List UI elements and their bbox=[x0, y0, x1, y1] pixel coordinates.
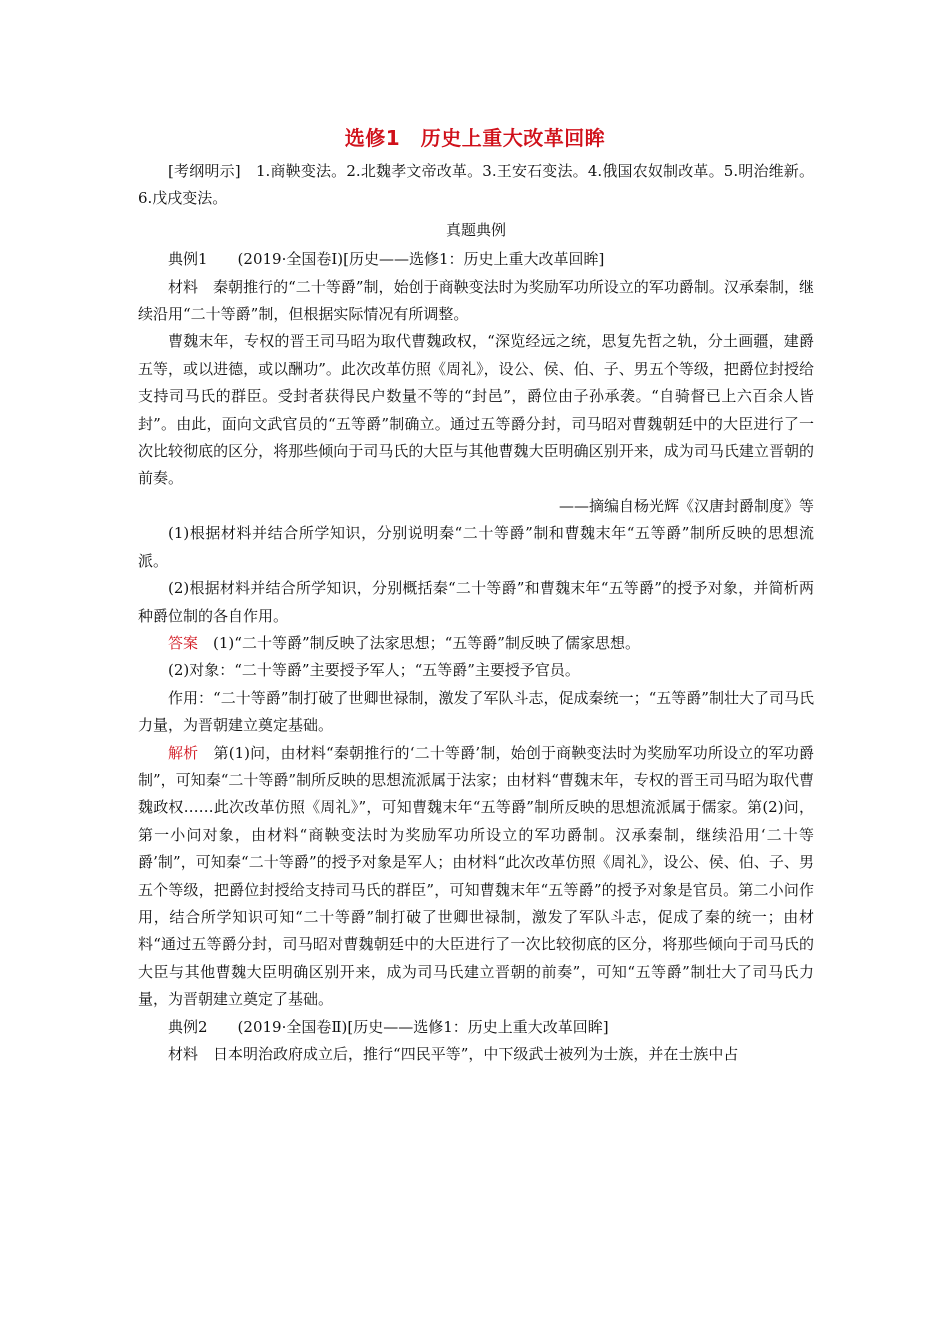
page-title: 选修1 历史上重大改革回眸 bbox=[344, 126, 606, 150]
answer-2: (2)对象：“二十等爵”主要授予军人；“五等爵”主要授予官员。 bbox=[168, 661, 580, 680]
analysis-text: 第(1)问，由材料“秦朝推行的‘二十等爵’制，始创于商鞅变法时为奖励军功所设立的军功爵制”，可知秦“二十等爵”制所反映的思想流派属于法家；由材料“曹魏末年，专权的晋王司马昭为取代曹魏政权……此次改革仿照《周礼》”，可知曹魏末年“五等爵”制所反映的思想流派属于儒家。第(2)问，第一小问对象，由材料“商鞅变法时为奖励军功所设立的军功爵制。汉承秦制，继续沿用‘二十等爵’制”，可知秦“二十等爵”的授予对象是军人；由材料“此次改革仿照《周礼》，设公、侯、伯、子、男五个等级，把爵位封授给支持司马氏的群臣”，可知曹魏末年“五等爵”的授予对象是官员。第二小问作用，结合所学知识可知“二十等爵”制打破了世卿世禄制，激发了军队斗志，促成了秦的统一；由材料“通过五等爵分封，司马昭对曹魏朝廷中的大臣进行了一次比较彻底的区分，将那些倾向于司马氏的大臣与其他曹魏大臣明确区别开来，成为司马氏建立晋朝的前奏”，可知“五等爵”制壮大了司马氏力量，为晋朝建立奠定了基础。 bbox=[138, 743, 814, 1009]
material-label: 材料 bbox=[168, 277, 199, 296]
example2-material-p1 bbox=[138, 1041, 814, 1068]
question-1: (1)根据材料并结合所学知识，分别说明秦“二十等爵”制和曹魏末年“五等爵”制所反映的思想流派。 bbox=[138, 524, 814, 570]
answer-3: 作用：“二十等爵”制打破了世卿世禄制，激发了军队斗志，促成秦统一；“五等爵”制壮大了司马氏力量，为晋朝建立奠定基础。 bbox=[138, 688, 814, 735]
question-2: (2)根据材料并结合所学知识，分别概括秦“二十等爵”和曹魏末年“五等爵”的授予对象，并简析两种爵位制的各自作用。 bbox=[138, 579, 814, 625]
example1-material-p1 bbox=[138, 274, 814, 329]
analysis bbox=[138, 740, 814, 1014]
example1-source: ——摘编自杨光辉《汉唐封爵制度》等 bbox=[558, 496, 814, 515]
example1-header: 典例1 (2019·全国卷Ⅰ)[历史——选修1：历史上重大改革回眸] bbox=[168, 250, 605, 269]
analysis-label: 解析 bbox=[168, 743, 199, 762]
material-text: 秦朝推行的“二十等爵”制，始创于商鞅变法时为奖励军功所设立的军功爵制。汉承秦制，继续沿用“二十等爵”制，但根据实际情况有所调整。 bbox=[138, 277, 814, 324]
answer-1 bbox=[138, 630, 814, 657]
answer-text: (1)“二十等爵”制反映了法家思想；“五等爵”制反映了儒家思想。 bbox=[213, 633, 640, 652]
answer-label: 答案 bbox=[168, 633, 199, 652]
material-text: 日本明治政府成立后，推行“四民平等”，中下级武士被列为士族，并在士族中占 bbox=[213, 1045, 739, 1063]
outline-label: [考纲明示] bbox=[168, 162, 241, 180]
example1-material-p2: 曹魏末年，专权的晋王司马昭为取代曹魏政权，“深览经远之统，思复先哲之轨，分土画疆，建爵五等，或以进德，或以酬功”。此次改革仿照《周礼》，设公、侯、伯、子、男五个等级，把爵位封授给支持司马氏的群臣。受封者获得民户数量不等的“封邑”，爵位由子孙承袭。“自骑督已上六百余人皆封”。由此，面向文武官员的“五等爵”制确立。通过五等爵分封，司马昭对曹魏朝廷中的大臣进行了一次比较彻底的区分，将那些倾向于司马氏的大臣与其他曹魏大臣明确区别开来，成为司马氏建立晋朝的前奏。 bbox=[138, 332, 814, 488]
document-body bbox=[138, 158, 814, 1068]
outline-paragraph bbox=[138, 158, 814, 213]
example2-header: 典例2 (2019·全国卷Ⅱ)[历史——选修1：历史上重大改革回眸] bbox=[168, 1017, 609, 1036]
outline-text: 1.商鞅变法。2.北魏孝文帝改革。3.王安石变法。4.俄国农奴制改革。5.明治维新。6.戊戌变法。 bbox=[138, 162, 814, 208]
material-label: 材料 bbox=[168, 1045, 199, 1063]
section-heading: 真题典例 bbox=[445, 220, 506, 239]
